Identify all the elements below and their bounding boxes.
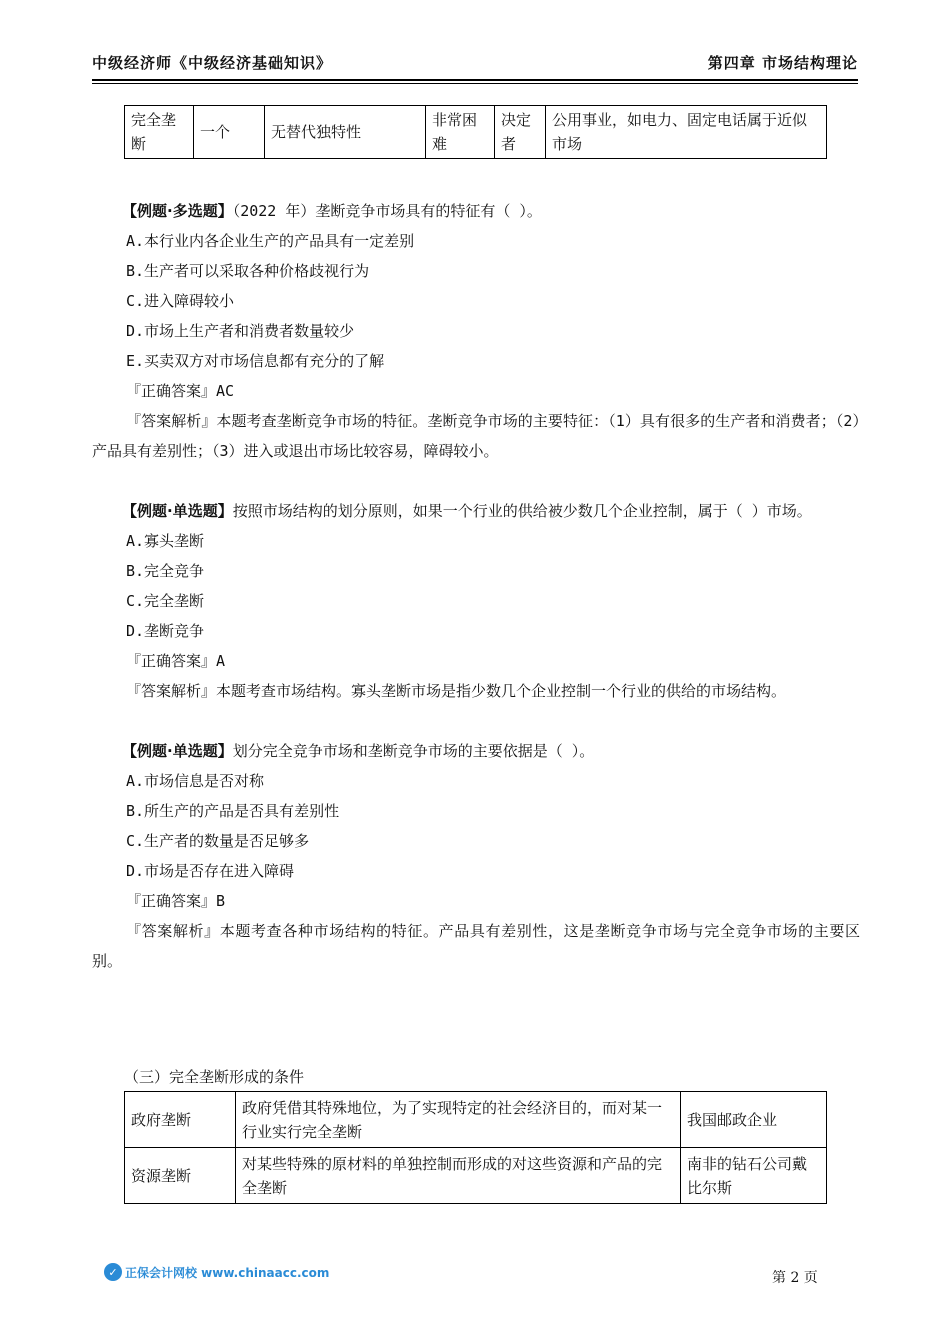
question-tag: 【例题·单选题】 [122,502,233,520]
table-cell: 资源垄断 [125,1148,236,1204]
table-row [125,1092,827,1148]
answer-explanation: 『答案解析』本题考查各种市场结构的特征。产品具有差别性，这是垄断竞争市场与完全竞争市场的主要区别。 [92,922,860,970]
monopoly-conditions-table [124,1091,827,1204]
option: D.市场是否存在进入障碍 [126,862,295,880]
option: A.寡头垄断 [126,532,205,550]
question-stem: 按照市场结构的划分原则，如果一个行业的供给被少数几个企业控制，属于（ ）市场。 [232,502,812,520]
question-tag: 【例题·单选题】 [122,742,233,760]
table-cell: 我国邮政企业 [681,1092,827,1148]
option: A.本行业内各企业生产的产品具有一定差别 [126,232,415,250]
market-structure-table [124,105,827,159]
table-row [125,1148,827,1204]
question-stem: 划分完全竞争市场和垄断竞争市场的主要依据是（ ）。 [232,742,595,760]
header-chapter-title: 第四章 市场结构理论 [707,54,858,72]
table-cell: 一个 [194,106,265,159]
questions-section [92,196,860,976]
table-cell: 公用事业，如电力、固定电话属于近似市场 [546,106,827,159]
question-title [92,496,860,526]
logo-text: 正保会计网校 www.chinaacc.com [125,1265,330,1280]
option: A.市场信息是否对称 [126,772,265,790]
option: B.完全竞争 [126,562,205,580]
question-block [92,196,860,466]
correct-answer: 『正确答案』AC [126,382,235,400]
option: C.完全垄断 [126,592,205,610]
header-rule [92,79,858,81]
table-cell: 政府凭借其特殊地位，为了实现特定的社会经济目的，而对某一行业实行完全垄断 [236,1092,681,1148]
answer-explanation: 『答案解析』本题考查市场结构。寡头垄断市场是指少数几个企业控制一个行业的供给的市场结构。 [126,682,787,700]
option: D.垄断竞争 [126,622,205,640]
question-block [92,736,860,976]
table-cell: 完全垄断 [125,106,194,159]
question-title [92,736,860,766]
page-header [92,52,858,73]
table-cell: 政府垄断 [125,1092,236,1148]
table-cell: 南非的钻石公司戴比尔斯 [681,1148,827,1204]
table-cell: 决定者 [495,106,546,159]
logo-icon: ✓ [104,1263,122,1281]
option: B.生产者可以采取各种价格歧视行为 [126,262,370,280]
option: C.进入障碍较小 [126,292,235,310]
page-number: 第 2 页 [772,1270,818,1286]
question-stem: （2022 年）垄断竞争市场具有的特征有（ ）。 [232,202,542,220]
answer-explanation: 『答案解析』本题考查垄断竞争市场的特征。垄断竞争市场的主要特征：（1）具有很多的生产者和消费者；（2）产品具有差别性；（3）进入或退出市场比较容易，障碍较小。 [92,412,860,460]
header-rule-thin [92,83,858,84]
table-cell: 对某些特殊的原材料的单独控制而形成的对这些资源和产品的完全垄断 [236,1148,681,1204]
section-title: （三）完全垄断形成的条件 [124,1068,305,1086]
correct-answer: 『正确答案』A [126,652,226,670]
option: C.生产者的数量是否足够多 [126,832,310,850]
question-block [92,496,860,706]
option: D.市场上生产者和消费者数量较少 [126,322,355,340]
header-book-title: 中级经济师《中级经济基础知识》 [92,54,333,72]
question-title [92,196,860,226]
option: B.所生产的产品是否具有差别性 [126,802,340,820]
correct-answer: 『正确答案』B [126,892,226,910]
table-cell: 非常困难 [426,106,495,159]
table-cell: 无替代独特性 [265,106,426,159]
question-tag: 【例题·多选题】 [122,202,233,220]
option: E.买卖双方对市场信息都有充分的了解 [126,352,385,370]
table-row [125,106,827,159]
chinaacc-logo [104,1263,329,1281]
